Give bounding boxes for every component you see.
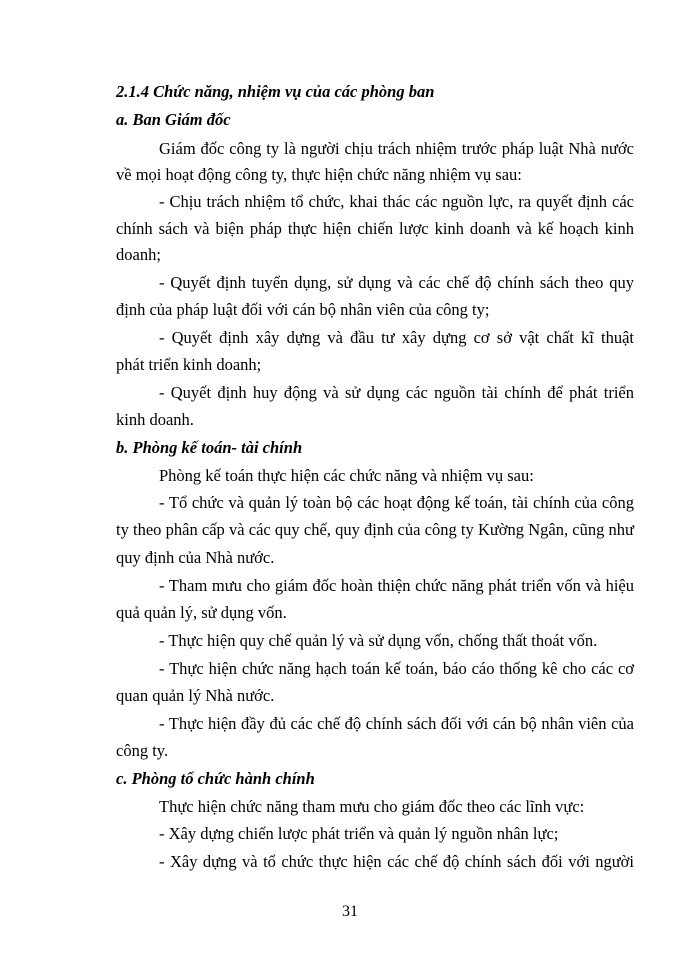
paragraph-line: - Xây dựng chiến lược phát triển và quản lý nguồn nhân lực; (159, 824, 559, 843)
paragraph-line: kinh doanh. (116, 410, 194, 429)
paragraph-line: Giám đốc công ty là người chịu trách nhiệm trước pháp luật Nhà nước (159, 139, 634, 158)
paragraph-line: - Thực hiện quy chế quản lý và sử dụng vốn, chống thất thoát vốn. (159, 631, 598, 650)
paragraph-line: ty theo phân cấp và các quy chế, quy định của công ty Kường Ngân, cũng như (116, 520, 634, 539)
paragraph-line: - Quyết định tuyển dụng, sử dụng và các chế độ chính sách theo quy (159, 273, 634, 292)
paragraph-line: chính sách và biện pháp thực hiện chiến lược kinh doanh và kế hoạch kinh (116, 219, 634, 238)
paragraph-line: quan quản lý Nhà nước. (116, 686, 275, 705)
paragraph-line: - Thực hiện đầy đủ các chế độ chính sách đối với cán bộ nhân viên của (159, 714, 634, 733)
paragraph-line: Phòng kế toán thực hiện các chức năng và nhiệm vụ sau: (159, 466, 534, 485)
heading-ban-giam-doc: a. Ban Giám đốc (116, 110, 231, 129)
paragraph-line: - Quyết định huy động và sử dụng các nguồn tài chính để phát triển (159, 383, 634, 402)
paragraph-line: - Tổ chức và quản lý toàn bộ các hoạt động kế toán, tài chính của công (159, 493, 634, 512)
page-number: 31 (342, 903, 358, 920)
paragraph-line: - Xây dựng và tổ chức thực hiện các chế độ chính sách đối với người (159, 852, 634, 871)
paragraph-line: phát triển kinh doanh; (116, 355, 262, 374)
paragraph-line: quy định của Nhà nước. (116, 548, 275, 567)
paragraph-line: Thực hiện chức năng tham mưu cho giám đốc theo các lĩnh vực: (159, 797, 585, 816)
paragraph-line: doanh; (116, 245, 161, 264)
paragraph-line: - Tham mưu cho giám đốc hoàn thiện chức năng phát triển vốn và hiệu (159, 576, 634, 595)
paragraph-line: về mọi hoạt động công ty, thực hiện chức năng nhiệm vụ sau: (116, 165, 522, 184)
paragraph-line: định của pháp luật đối với cán bộ nhân viên của công ty; (116, 300, 490, 319)
paragraph-line: quả quản lý, sử dụng vốn. (116, 603, 287, 622)
heading-phong-to-chuc: c. Phòng tổ chức hành chính (116, 769, 315, 788)
paragraph-line: công ty. (116, 741, 169, 760)
paragraph-line: - Quyết định xây dựng và đầu tư xây dựng cơ sở vật chất kĩ thuật (159, 328, 634, 347)
paragraph-line: - Chịu trách nhiệm tổ chức, khai thác các nguồn lực, ra quyết định các (159, 192, 634, 211)
paragraph-line: - Thực hiện chức năng hạch toán kế toán, báo cáo thống kê cho các cơ (159, 659, 634, 678)
section-heading: 2.1.4 Chức năng, nhiệm vụ của các phòng ban (116, 82, 435, 101)
heading-phong-ke-toan: b. Phòng kế toán- tài chính (116, 438, 303, 457)
